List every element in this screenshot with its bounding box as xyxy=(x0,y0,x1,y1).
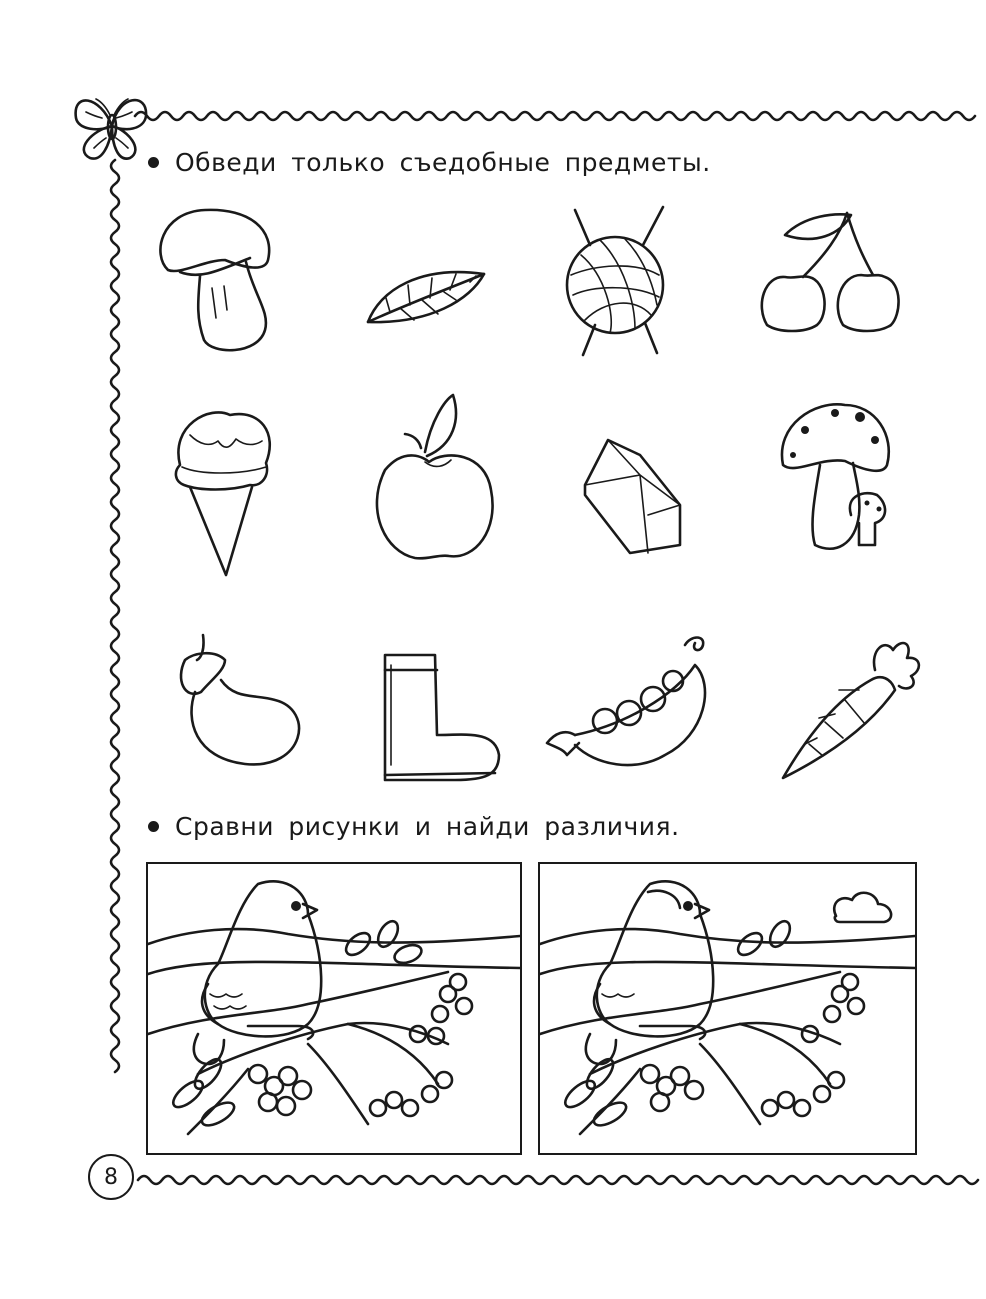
cherries-icon xyxy=(755,205,905,335)
leaf-icon xyxy=(360,260,490,330)
berry-cluster xyxy=(641,974,864,1116)
bullet-icon xyxy=(148,821,159,832)
task-text: Обведи только съедобные предметы. xyxy=(175,148,711,177)
rubber-boot-icon xyxy=(375,645,505,790)
pea-pod-icon xyxy=(545,625,720,775)
task-instruction-1 xyxy=(148,148,711,177)
yarn-ball-icon xyxy=(555,205,675,365)
bullfinch-picture-left xyxy=(146,862,522,1155)
crystal-icon xyxy=(580,435,690,555)
eggplant-icon xyxy=(175,630,315,770)
page-number: 8 xyxy=(88,1154,134,1200)
bullfinch-picture-right xyxy=(538,862,917,1155)
butterfly-icon xyxy=(76,99,146,159)
task-instruction-2 xyxy=(148,812,680,841)
toadstool-icon xyxy=(775,395,895,565)
berry-cluster xyxy=(249,974,472,1116)
ice-cream-icon xyxy=(170,405,280,585)
apple-icon xyxy=(365,390,500,580)
carrot-icon xyxy=(775,630,925,780)
bullet-icon xyxy=(148,157,159,168)
mushroom-icon xyxy=(150,200,280,360)
task-text: Сравни рисунки и найди различия. xyxy=(175,812,680,841)
